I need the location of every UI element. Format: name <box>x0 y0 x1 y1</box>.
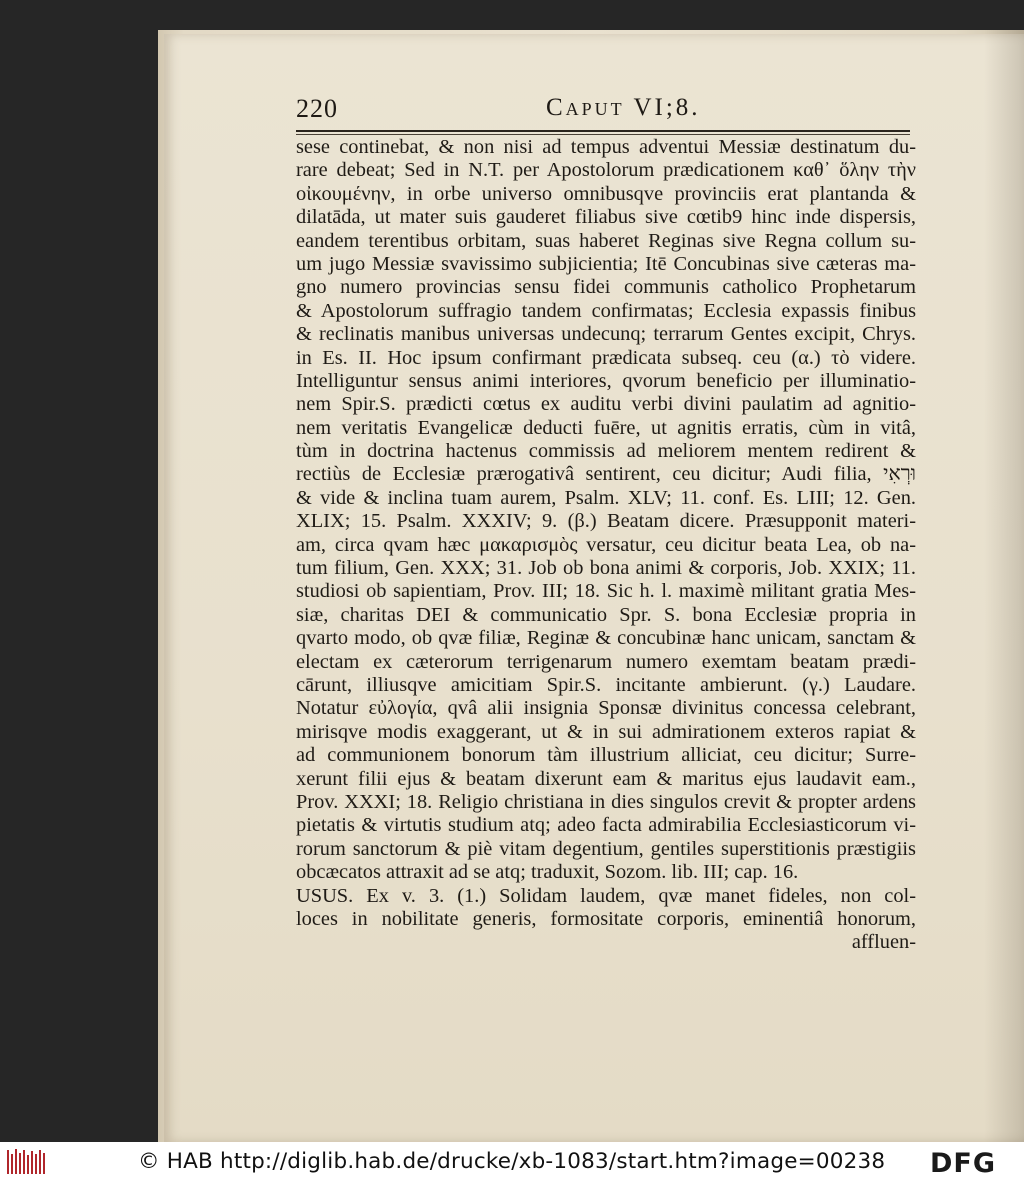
body-text <box>296 136 916 955</box>
text-line: sese continebat, & non nisi ad tempus adventui Messiæ destinatum du- <box>296 136 916 158</box>
header-rule <box>296 130 910 132</box>
page-shadow <box>984 30 1024 1142</box>
text-line: qvarto modo, ob qvæ filiæ, Reginæ & concubinæ hanc unicam, sanctam & <box>296 627 916 650</box>
text-line: xerunt filii ejus & beatam dixerunt eam & maritus ejus laudavit eam., <box>296 767 916 790</box>
text-line: eandem terentibus orbitam, suas haberet Reginas sive Regna collum su- <box>296 229 916 252</box>
text-line: dilatāda, ut mater suis gauderet filiabus sive cœtib9 hinc inde dispersis, <box>296 206 916 229</box>
page-number: 220 <box>296 94 338 123</box>
text-line: Notatur εὐλογία, qvâ alii insignia Sponsæ divinitus concessa celebrant, <box>296 697 916 720</box>
citation-link[interactable]: © HAB http://diglib.hab.de/drucke/xb-1083/start.htm?image=00238 <box>138 1149 886 1174</box>
text-line: loces in nobilitate generis, formositate corporis, eminentiâ honorum, <box>296 907 916 930</box>
text-line: ad communionem bonorum tàm illustrium alliciat, ceu dicitur; Surre- <box>296 744 916 767</box>
text-line: & Apostolorum suffragio tandem confirmatas; Ecclesia expassis finibus <box>296 299 916 322</box>
header-rule-thin <box>296 134 910 135</box>
hab-logo-icon <box>6 1148 46 1176</box>
text-line: Prov. XXXI; 18. Religio christiana in dies singulos crevit & propter ardens <box>296 790 916 813</box>
text-line: rorum sanctorum & piè vitam degentium, gentiles superstitionis præstigiis <box>296 837 916 860</box>
text-line: pietatis & virtutis studium atq; adeo facta admirabilia Ecclesiasticorum vi- <box>296 814 916 837</box>
text-line: rectiùs de Ecclesiæ prærogativâ sentirent, ceu dicitur; Audi filia, וּרְאִי <box>296 463 916 486</box>
text-line: mirisqve modis exaggerant, ut & in sui admirationem exteros rapiat & <box>296 720 916 743</box>
text-line: um jugo Messiæ svavissimo subjicientia; Itē Concubinas sive cæteras ma- <box>296 252 916 275</box>
page-header <box>296 94 916 124</box>
text-line: & reclinatis manibus universas undecunq; terrarum Gentes excipit, Chrys. <box>296 323 916 346</box>
text-line: οἰκουμένην, in orbe universo omnibusqve provinciis erat plantanda & <box>296 182 916 205</box>
text-line: affluen- <box>851 931 916 954</box>
text-line: studiosi ob sapientiam, Prov. III; 18. Sic h. l. maximè militant gratia Mes- <box>296 580 916 603</box>
text-line: USUS. Ex v. 3. (1.) Solidam laudem, qvæ manet fideles, non col- <box>296 884 916 907</box>
footer-bar <box>0 1142 1024 1182</box>
text-line: in Es. II. Hoc ipsum confirmant prædicata subseq. ceu (α.) τὸ videre. <box>296 346 916 369</box>
text-line: Intelliguntur sensus animi interiores, qvorum beneficio per illuminatio- <box>296 369 916 392</box>
running-head: Caput VI;8. <box>546 94 701 121</box>
text-line: gno numero provincias sensu fidei communis catholico Prophetarum <box>296 276 916 299</box>
dfg-logo: DFG <box>930 1148 997 1179</box>
text-line: rare debeat; Sed in N.T. per Apostolorum prædicationem καθ᾽ ὅλην τὴν <box>296 159 916 182</box>
text-line: tum filium, Gen. XXX; 31. Job ob bona animi & corporis, Job. XXIX; 11. <box>296 557 916 580</box>
text-line: XLIX; 15. Psalm. XXXIV; 9. (β.) Beatam dicere. Præsupponit materi- <box>296 510 916 533</box>
text-line: obcæcatos attraxit ad se atq; traduxit, Sozom. lib. III; cap. 16. <box>296 861 799 884</box>
text-line: siæ, charitas DEI & communicatio Spr. S. bona Ecclesiæ propria in <box>296 603 916 626</box>
text-line: tùm in doctrina hactenus commissis ad meliorem mentem redirent & <box>296 440 916 463</box>
text-line: am, circa qvam hæc μακαρισμὸς versatur, ceu dicitur beata Lea, ob na- <box>296 533 916 556</box>
text-line: & vide & inclina tuam aurem, Psalm. XLV; 11. conf. Es. LIII; 12. Gen. <box>296 486 916 509</box>
text-line: electam ex cæterorum terrigenarum numero exemtam beatam prædi- <box>296 650 916 673</box>
text-line: nem Spir.S. prædicti cœtus ex auditu verbi divini paulatim ad agnitio- <box>296 393 916 416</box>
text-line: nem veritatis Evangelicæ deducti fuēre, ut agnitis erratis, cùm in vitâ, <box>296 416 916 439</box>
text-line: cārunt, illiusqve amicitiam Spir.S. incitante ambierunt. (γ.) Laudare. <box>296 673 916 696</box>
